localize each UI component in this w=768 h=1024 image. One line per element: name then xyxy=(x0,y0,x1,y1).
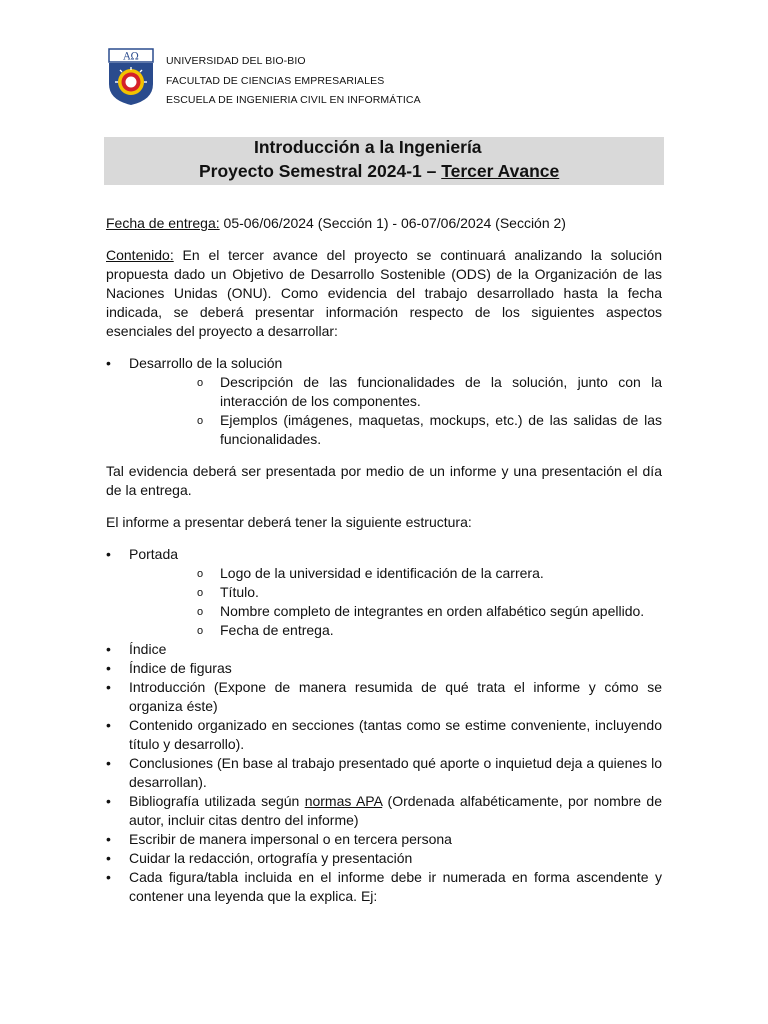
list-item: o Logo de la universidad e identificación de la carrera. xyxy=(197,564,662,583)
list-item: • Contenido organizado en secciones (tantas como se estime conveniente, incluyendo título y desarrollo). xyxy=(106,716,662,754)
content-text: En el tercer avance del proyecto se continuará analizando la solución propuesta dado un Objetivo de Desarrollo Sostenible (ODS) de la Organización de las Naciones Unidas (ONU). Como evidencia del trabajo desarrollado hasta la fecha indicada, se deberá presentar información respecto de los siguientes aspectos esenciales del proyecto a desarrollar: xyxy=(106,247,662,339)
list-item xyxy=(106,354,662,449)
list-item: o Fecha de entrega. xyxy=(197,621,662,640)
list-item: o Nombre completo de integrantes en orden alfabético según apellido. xyxy=(197,602,662,621)
aspects-sublist xyxy=(129,373,662,449)
institution-header xyxy=(166,52,421,111)
evidence-paragraph: Tal evidencia deberá ser presentada por medio de un informe y una presentación el día de la entrega. xyxy=(106,463,662,498)
logo-glyphs: AΩ xyxy=(123,51,139,63)
apa-norms-link[interactable]: normas APA xyxy=(304,793,383,809)
list-item: • Índice de figuras xyxy=(106,659,662,678)
project-title xyxy=(199,161,559,182)
university-name: UNIVERSIDAD DEL BIO-BIO xyxy=(166,55,306,67)
list-item: o Ejemplos (imágenes, maquetas, mockups, etc.) de las salidas de las funcionalidades. xyxy=(197,411,662,449)
structure-intro: El informe a presentar deberá tener la siguiente estructura: xyxy=(106,514,472,530)
list-item: • Escribir de manera impersonal o en tercera persona xyxy=(106,830,662,849)
university-crest-icon xyxy=(108,48,154,106)
portada-sublist xyxy=(129,564,662,640)
biblio-prefix: Bibliografía utilizada según xyxy=(129,793,305,809)
delivery-label: Fecha de entrega: xyxy=(106,215,220,231)
aspects-list xyxy=(106,354,662,449)
list-item: • Introducción (Expone de manera resumida de qué trata el informe y cómo se organiza éste) xyxy=(106,678,662,716)
list-item: o Descripción de las funcionalidades de la solución, junto con la interacción de los componentes. xyxy=(197,373,662,411)
aspect-label: Desarrollo de la solución xyxy=(129,355,283,371)
delivery-date xyxy=(106,214,662,233)
structure-list xyxy=(106,545,662,906)
faculty-name: FACULTAD DE CIENCIAS EMPRESARIALES xyxy=(166,74,385,87)
project-title-prefix: Proyecto Semestral 2024-1 – xyxy=(199,161,442,181)
portada-label: Portada xyxy=(129,546,179,562)
list-item: • Índice xyxy=(106,640,662,659)
delivery-value: 05-06/06/2024 (Sección 1) - 06-07/06/2024 (Sección 2) xyxy=(219,215,566,231)
document-body xyxy=(106,214,662,906)
list-item: o Título. xyxy=(197,583,662,602)
school-name: ESCUELA DE INGENIERIA CIVIL EN INFORMÁTICA xyxy=(166,94,421,106)
project-title-stage: Tercer Avance xyxy=(441,161,560,181)
biblio-suffix: (Ordenada alfabéticamente, por nombre de autor, incluir citas dentro del informe) xyxy=(129,793,662,828)
content-paragraph xyxy=(106,246,662,341)
list-item: • Cada figura/tabla incluida en el informe debe ir numerada en forma ascendente y contener una leyenda que la explica. Ej: xyxy=(106,868,662,906)
course-title: Introducción a la Ingeniería xyxy=(254,137,482,157)
list-item xyxy=(106,792,662,830)
list-item: • Conclusiones (En base al trabajo presentado qué aporte o inquietud deja a quienes lo desarrollan). xyxy=(106,754,662,792)
list-item xyxy=(106,545,662,640)
content-label: Contenido: xyxy=(106,247,174,263)
list-item: • Cuidar la redacción, ortografía y presentación xyxy=(106,849,662,868)
